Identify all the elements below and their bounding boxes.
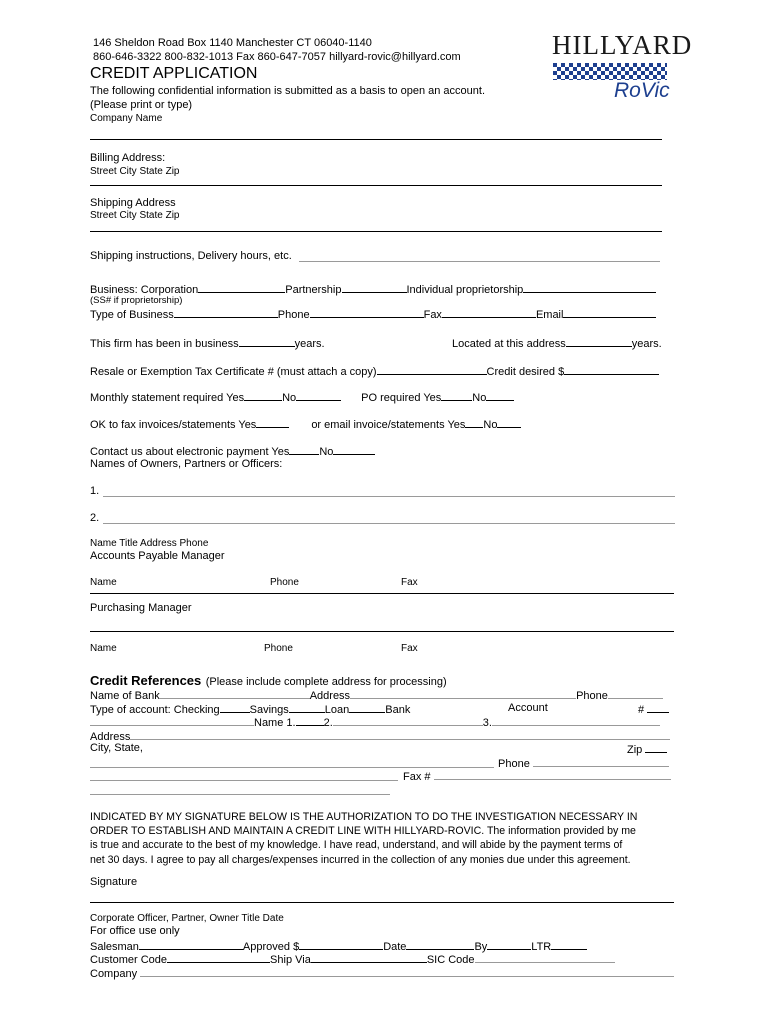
pm-name-label: Name <box>90 643 117 654</box>
business-row <box>90 282 656 296</box>
type-business-label: Type of Business <box>90 309 174 321</box>
name2-label: 2. <box>323 717 333 729</box>
resale-row <box>90 364 659 378</box>
contact-no-field[interactable] <box>333 444 375 455</box>
fax-field[interactable] <box>442 307 536 318</box>
type-business-row <box>90 307 656 321</box>
rovic-logo: RoVic <box>614 79 670 102</box>
fax2-row <box>403 769 671 783</box>
company-name-label: Company Name <box>90 113 163 124</box>
names-row <box>90 715 660 729</box>
sic-field[interactable] <box>475 952 615 963</box>
email-ok-no-label: No <box>483 419 498 431</box>
firm-row <box>90 336 325 350</box>
intro-text: The following confidential information is submitted as a basis to open an account. <box>90 85 486 97</box>
contact-no-label: No <box>319 446 334 458</box>
bank-address-label: Address <box>309 690 351 702</box>
ap-name-label: Name <box>90 577 117 588</box>
phone2-row <box>498 756 669 770</box>
located-row <box>452 336 662 350</box>
account-number-row <box>638 702 669 716</box>
pm-title: Purchasing Manager <box>90 602 192 614</box>
monthly-label: Monthly statement required Yes <box>90 392 245 404</box>
zip-label: Zip <box>627 744 643 756</box>
salesman-field[interactable] <box>139 939 243 950</box>
approved-field[interactable] <box>299 939 383 950</box>
phone-label: Phone <box>277 309 310 321</box>
owner-2-label: 2. <box>90 512 100 524</box>
monthly-no-label: No <box>282 392 297 404</box>
loan-field[interactable] <box>349 702 385 713</box>
fax2-label: Fax # <box>403 771 431 783</box>
fax-ok-yes-field[interactable] <box>256 417 289 428</box>
owners-label: Names of Owners, Partners or Officers: <box>90 458 283 470</box>
ap-title: Accounts Payable Manager <box>90 550 225 562</box>
name3-field[interactable] <box>492 715 660 726</box>
bank-phone-field[interactable] <box>608 688 663 699</box>
credit-refs-heading: Credit References <box>90 673 202 688</box>
partnership-label: Partnership <box>285 284 342 296</box>
fax-ok-row <box>90 417 521 431</box>
contact-label: Contact us about electronic payment Yes <box>90 446 290 458</box>
office-row-2 <box>90 952 615 966</box>
email-ok-label: or email invoice/statements Yes <box>311 419 466 431</box>
hash-label: # <box>638 704 645 716</box>
account-type-row <box>90 702 410 716</box>
contact-row <box>90 444 375 458</box>
shipping-sub: Street City State Zip <box>90 210 180 221</box>
fax2-field[interactable] <box>434 769 671 780</box>
partnership-field[interactable] <box>342 282 407 293</box>
by-label: By <box>474 941 488 953</box>
authorization-line-2: ORDER TO ESTABLISH AND MAINTAIN A CREDIT LINE WITH HILLYARD-ROVIC. The information provided by me <box>90 825 636 838</box>
print-note: (Please print or type) <box>90 99 193 111</box>
account-number-field[interactable] <box>647 702 669 713</box>
ltr-label: LTR <box>531 941 552 953</box>
ap-phone-label: Phone <box>270 577 299 588</box>
owner-1-line[interactable] <box>103 496 675 497</box>
in-business-field[interactable] <box>239 336 295 347</box>
zip-field[interactable] <box>645 742 667 753</box>
fax-ok-label: OK to fax invoices/statements Yes <box>90 419 257 431</box>
savings-field[interactable] <box>289 702 325 713</box>
resale-field[interactable] <box>377 364 487 375</box>
in-business-label: This firm has been in business <box>90 338 239 350</box>
bank2-label: Bank <box>385 704 411 716</box>
customer-code-field[interactable] <box>167 952 270 963</box>
zip-row <box>627 742 667 756</box>
company-label: Company <box>90 968 138 980</box>
shipping-label: Shipping Address <box>90 197 176 209</box>
name2-field[interactable] <box>333 715 483 726</box>
ap-line[interactable] <box>90 593 674 594</box>
sic-label: SIC Code <box>426 954 475 966</box>
office-row-3 <box>90 966 674 980</box>
company-contact: 860-646-3322 800-832-1013 Fax 860-647-7057 hillyard-rovic@hillyard.com <box>93 51 461 63</box>
company-name-line[interactable] <box>90 139 662 140</box>
ship-via-label: Ship Via <box>270 954 311 966</box>
phone-field[interactable] <box>310 307 424 318</box>
billing-label: Billing Address: <box>90 152 166 164</box>
bank-phone-label: Phone <box>576 690 608 702</box>
address2-label: Address <box>90 731 131 743</box>
phone2-field[interactable] <box>533 756 669 767</box>
authorization-line-1: INDICATED BY MY SIGNATURE BELOW IS THE AUTHORIZATION TO DO THE INVESTIGATION NECESSARY IN <box>90 811 638 823</box>
date-field[interactable] <box>406 939 474 950</box>
resale-label: Resale or Exemption Tax Certificate # (must attach a copy) <box>90 366 377 378</box>
ship-via-field[interactable] <box>311 952 427 963</box>
account-type-label: Type of account: Checking <box>90 704 220 716</box>
checker-pattern-logo <box>553 63 667 80</box>
credit-ref-line-b[interactable] <box>90 794 390 795</box>
name-blank-field[interactable] <box>90 715 254 726</box>
signature-label: Signature <box>90 876 138 888</box>
monthly-row <box>90 390 514 404</box>
pm-fax-label: Fax <box>401 643 418 654</box>
located-field[interactable] <box>566 336 632 347</box>
name1-field[interactable] <box>296 715 324 726</box>
credit-refs-note: (Please include complete address for processing) <box>205 676 447 688</box>
bank-label: Name of Bank <box>90 690 160 702</box>
loan-label: Loan <box>324 704 350 716</box>
po-label: PO required Yes <box>361 392 442 404</box>
authorization-line-3: is true and accurate to the best of my knowledge. I have read, understand, and will abide by the payment terms of <box>90 839 623 852</box>
address2-row <box>90 729 670 743</box>
name3-label: 3. <box>482 717 492 729</box>
office-row-1 <box>90 939 587 953</box>
approved-label: Approved $ <box>242 941 300 953</box>
email-label: Email <box>535 309 564 321</box>
fax-label: Fax <box>423 309 442 321</box>
credit-desired-label: Credit desired $ <box>486 366 565 378</box>
ap-fax-label: Fax <box>401 577 418 588</box>
address2-field[interactable] <box>130 729 670 740</box>
ltr-field[interactable] <box>551 939 587 950</box>
signature-sub: Corporate Officer, Partner, Owner Title Date <box>90 913 284 924</box>
bank-field[interactable] <box>160 688 310 699</box>
signature-line[interactable] <box>90 902 674 903</box>
page-title: CREDIT APPLICATION <box>90 65 258 82</box>
authorization-line-4: net 30 days. I agree to pay all charges/expenses incurred in the collection of any monies due under this agreement. <box>90 853 631 866</box>
contact-yes-field[interactable] <box>289 444 319 455</box>
credit-ref-line-a[interactable] <box>90 780 398 781</box>
individual-field[interactable] <box>523 282 656 293</box>
individual-label: Individual proprietorship <box>406 284 524 296</box>
city-label: City, State, <box>90 742 143 754</box>
ss-note: (SS# if proprietorship) <box>90 295 183 306</box>
pm-phone-label: Phone <box>264 643 293 654</box>
years-label: years. <box>294 338 325 350</box>
owners-columns: Name Title Address Phone <box>90 538 209 549</box>
email-ok-yes-field[interactable] <box>465 417 483 428</box>
billing-line[interactable] <box>90 185 662 186</box>
years2-label: years. <box>631 338 662 350</box>
shipping-line[interactable] <box>90 231 662 232</box>
date-label: Date <box>383 941 407 953</box>
checking-field[interactable] <box>220 702 250 713</box>
email-ok-no-field[interactable] <box>497 417 521 428</box>
credit-desired-field[interactable] <box>564 364 659 375</box>
pm-line[interactable] <box>90 631 674 632</box>
located-label: Located at this address <box>452 338 566 350</box>
phone2-label: Phone <box>498 758 530 770</box>
po-no-label: No <box>472 392 487 404</box>
hillyard-logo: HILLYARD <box>552 30 693 60</box>
monthly-yes-field[interactable] <box>244 390 282 401</box>
corporation-field[interactable] <box>198 282 285 293</box>
po-no-field[interactable] <box>486 390 514 401</box>
by-field[interactable] <box>487 939 531 950</box>
account-label: Account <box>508 702 548 714</box>
salesman-label: Salesman <box>90 941 139 953</box>
owner-1-label: 1. <box>90 485 100 497</box>
savings-label: Savings <box>249 704 289 716</box>
authorization-text <box>90 810 678 867</box>
billing-sub: Street City State Zip <box>90 166 180 177</box>
customer-code-label: Customer Code <box>90 954 168 966</box>
po-yes-field[interactable] <box>441 390 472 401</box>
shipping-instructions-label: Shipping instructions, Delivery hours, etc. <box>90 250 292 262</box>
company-field[interactable] <box>140 966 674 977</box>
bank-row <box>90 688 663 702</box>
owner-2-line[interactable] <box>103 523 675 524</box>
corporation-label: Business: Corporation <box>90 284 199 296</box>
monthly-no-field[interactable] <box>296 390 341 401</box>
shipping-instructions-line[interactable] <box>299 261 660 262</box>
bank-address-field[interactable] <box>350 688 576 699</box>
city-line[interactable] <box>90 767 494 768</box>
office-title: For office use only <box>90 925 180 937</box>
company-address: 146 Sheldon Road Box 1140 Manchester CT 06040-1140 <box>93 37 372 49</box>
type-business-field[interactable] <box>174 307 278 318</box>
email-field[interactable] <box>563 307 656 318</box>
name1-label: Name 1. <box>254 717 296 729</box>
